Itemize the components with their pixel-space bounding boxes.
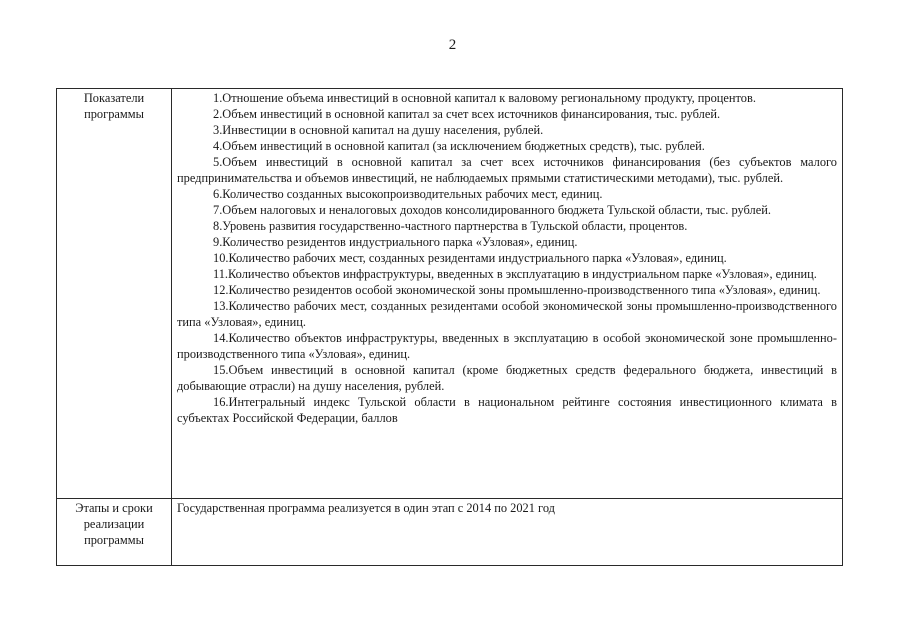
indicator-text: Инвестиции в основной капитал на душу населения, рублей. bbox=[222, 123, 544, 137]
indicator-number: 9. bbox=[213, 235, 223, 249]
indicator-number: 6. bbox=[213, 187, 223, 201]
table-row-indicators bbox=[57, 89, 843, 499]
indicator-item bbox=[177, 106, 837, 122]
stages-text: Государственная программа реализуется в один этап с 2014 по 2021 год bbox=[172, 499, 843, 566]
indicator-item bbox=[177, 266, 837, 282]
indicator-item bbox=[177, 394, 837, 426]
indicator-item bbox=[177, 186, 837, 202]
indicator-text: Количество рабочих мест, созданных резидентами индустриального парка «Узловая», единиц. bbox=[228, 251, 727, 265]
indicator-number: 1. bbox=[213, 91, 223, 105]
indicator-item bbox=[177, 298, 837, 330]
indicator-number: 5. bbox=[213, 155, 223, 169]
indicator-text: Объем инвестиций в основной капитал за счет всех источников финансирования (без субъектов малого предпринимательства и объемов инвестиций, не наблюдаемых прямыми статистическими методами), тыс. рублей. bbox=[177, 155, 837, 185]
table-row-stages bbox=[57, 499, 843, 566]
indicator-number: 3. bbox=[213, 123, 223, 137]
indicator-text: Объем инвестиций в основной капитал (за исключением бюджетных средств), тыс. рублей. bbox=[222, 139, 705, 153]
indicator-number: 16. bbox=[213, 395, 229, 409]
indicator-text: Объем инвестиций в основной капитал (кроме бюджетных средств федерального бюджета, инвестиций в добывающие отрасли) на душу населения, рублей. bbox=[177, 363, 837, 393]
indicators-list bbox=[177, 90, 837, 426]
row-label-indicators: Показатели программы bbox=[57, 89, 172, 499]
indicator-item bbox=[177, 282, 837, 298]
indicator-item bbox=[177, 362, 837, 394]
indicator-item bbox=[177, 138, 837, 154]
indicator-text: Количество резидентов индустриального парка «Узловая», единиц. bbox=[222, 235, 578, 249]
indicator-number: 7. bbox=[213, 203, 223, 217]
indicator-item bbox=[177, 250, 837, 266]
indicator-number: 11. bbox=[213, 267, 229, 281]
indicator-number: 2. bbox=[213, 107, 223, 121]
indicator-item bbox=[177, 218, 837, 234]
indicator-text: Объем налоговых и неналоговых доходов консолидированного бюджета Тульской области, тыс. рублей. bbox=[222, 203, 771, 217]
indicator-text: Интегральный индекс Тульской области в национальном рейтинге состояния инвестиционного климата в субъектах Российской Федерации, баллов bbox=[177, 395, 837, 425]
indicator-text: Количество объектов инфраструктуры, введенных в эксплуатацию в индустриальном парке «Узловая», единиц. bbox=[228, 267, 817, 281]
indicator-number: 10. bbox=[213, 251, 229, 265]
indicator-number: 4. bbox=[213, 139, 223, 153]
indicator-number: 8. bbox=[213, 219, 223, 233]
indicator-text: Объем инвестиций в основной капитал за счет всех источников финансирования, тыс. рублей. bbox=[222, 107, 721, 121]
indicator-text: Количество созданных высокопроизводительных рабочих мест, единиц. bbox=[222, 187, 603, 201]
indicator-text: Отношение объема инвестиций в основной капитал к валовому региональному продукту, процентов. bbox=[222, 91, 756, 105]
indicator-number: 14. bbox=[213, 331, 229, 345]
indicator-number: 12. bbox=[213, 283, 229, 297]
indicator-item bbox=[177, 202, 837, 218]
indicator-item bbox=[177, 234, 837, 250]
indicator-text: Количество рабочих мест, созданных резидентами особой экономической зоны промышленно-производственного типа «Узловая», единиц. bbox=[177, 299, 837, 329]
indicators-cell bbox=[172, 89, 843, 499]
indicator-text: Уровень развития государственно-частного партнерства в Тульской области, процентов. bbox=[222, 219, 688, 233]
indicator-number: 13. bbox=[213, 299, 229, 313]
indicator-text: Количество резидентов особой экономической зоны промышленно-производственного типа «Узловая», единиц. bbox=[228, 283, 821, 297]
row-label-stages: Этапы и сроки реализации программы bbox=[57, 499, 172, 566]
indicator-item bbox=[177, 122, 837, 138]
indicator-number: 15. bbox=[213, 363, 229, 377]
indicator-item bbox=[177, 330, 837, 362]
page-number: 2 bbox=[448, 37, 457, 53]
indicator-item bbox=[177, 154, 837, 186]
program-passport-table bbox=[56, 88, 843, 566]
indicator-item bbox=[177, 90, 837, 106]
indicator-text: Количество объектов инфраструктуры, введенных в эксплуатацию в особой экономической зоне промышленно-производственного типа «Узловая», единиц. bbox=[177, 331, 837, 361]
